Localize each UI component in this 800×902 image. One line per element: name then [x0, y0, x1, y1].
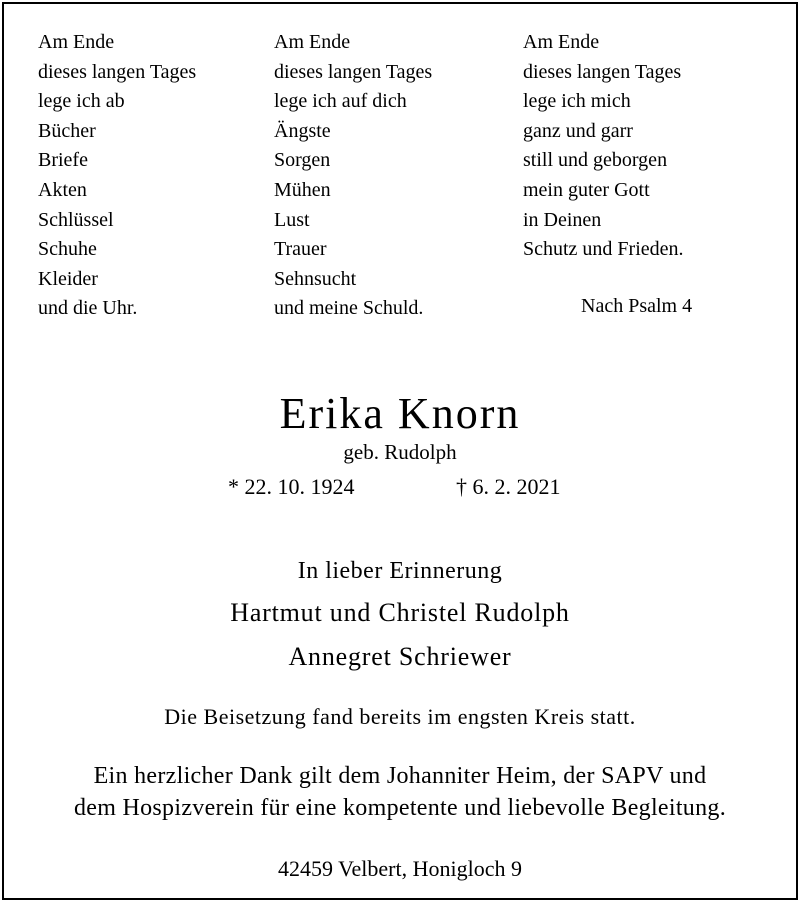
- poem-column-2: [274, 28, 432, 324]
- poem-line: dieses langen Tages: [38, 60, 197, 83]
- poem-column-3: [523, 28, 684, 265]
- birth-date: * 22. 10. 1924: [228, 474, 355, 499]
- deceased-name: Erika Knorn: [279, 389, 521, 438]
- poem-line: Sorgen: [274, 149, 331, 172]
- poem-line: Kleider: [38, 267, 98, 290]
- poem-line: Am Ende: [274, 31, 351, 53]
- memory-intro: In lieber Erinnerung: [297, 558, 503, 584]
- poem-attribution: Nach Psalm 4: [581, 295, 693, 317]
- poem-line: dieses langen Tages: [274, 60, 433, 83]
- poem-line: Akten: [38, 178, 87, 201]
- poem-line: Trauer: [274, 238, 327, 261]
- thanks-line-1: Ein herzlicher Dank gilt dem Johanniter Heim, der SAPV und: [93, 763, 707, 789]
- poem-line: Mühen: [274, 178, 331, 201]
- death-date: † 6. 2. 2021: [456, 474, 561, 499]
- poem-line: lege ich mich: [523, 90, 631, 113]
- poem-line: Am Ende: [38, 31, 115, 53]
- poem-line: Schlüssel: [38, 208, 114, 231]
- mourner-line-2: Annegret Schriewer: [288, 642, 512, 671]
- family-address: 42459 Velbert, Honigloch 9: [277, 856, 522, 881]
- poem-line: Schuhe: [38, 238, 97, 261]
- poem-line: lege ich auf dich: [274, 90, 407, 113]
- poem-line: Schutz und Frieden.: [523, 238, 684, 261]
- poem-line: und meine Schuld.: [274, 297, 424, 320]
- poem-line: Lust: [274, 208, 310, 231]
- poem-column-1: [38, 28, 196, 324]
- poem-line: Briefe: [38, 149, 88, 172]
- poem-line: lege ich ab: [38, 90, 125, 113]
- poem-line: Bücher: [38, 119, 96, 142]
- mourner-line-1: Hartmut und Christel Rudolph: [230, 598, 570, 627]
- poem-line: dieses langen Tages: [523, 60, 682, 83]
- funeral-note: Die Beisetzung fand bereits im engsten Kreis statt.: [164, 704, 636, 729]
- poem-line: Sehnsucht: [274, 267, 357, 290]
- poem-line: und die Uhr.: [38, 297, 138, 320]
- thanks-line-2: dem Hospizverein für eine kompetente und liebevolle Begleitung.: [73, 795, 727, 821]
- poem-line: mein guter Gott: [523, 178, 650, 201]
- poem-line: still und geborgen: [523, 149, 668, 172]
- poem-line: ganz und garr: [523, 119, 633, 142]
- birth-name: geb. Rudolph: [343, 440, 457, 464]
- poem-line: Ängste: [274, 119, 331, 142]
- poem-line: in Deinen: [523, 208, 602, 231]
- poem-line: Am Ende: [523, 31, 600, 53]
